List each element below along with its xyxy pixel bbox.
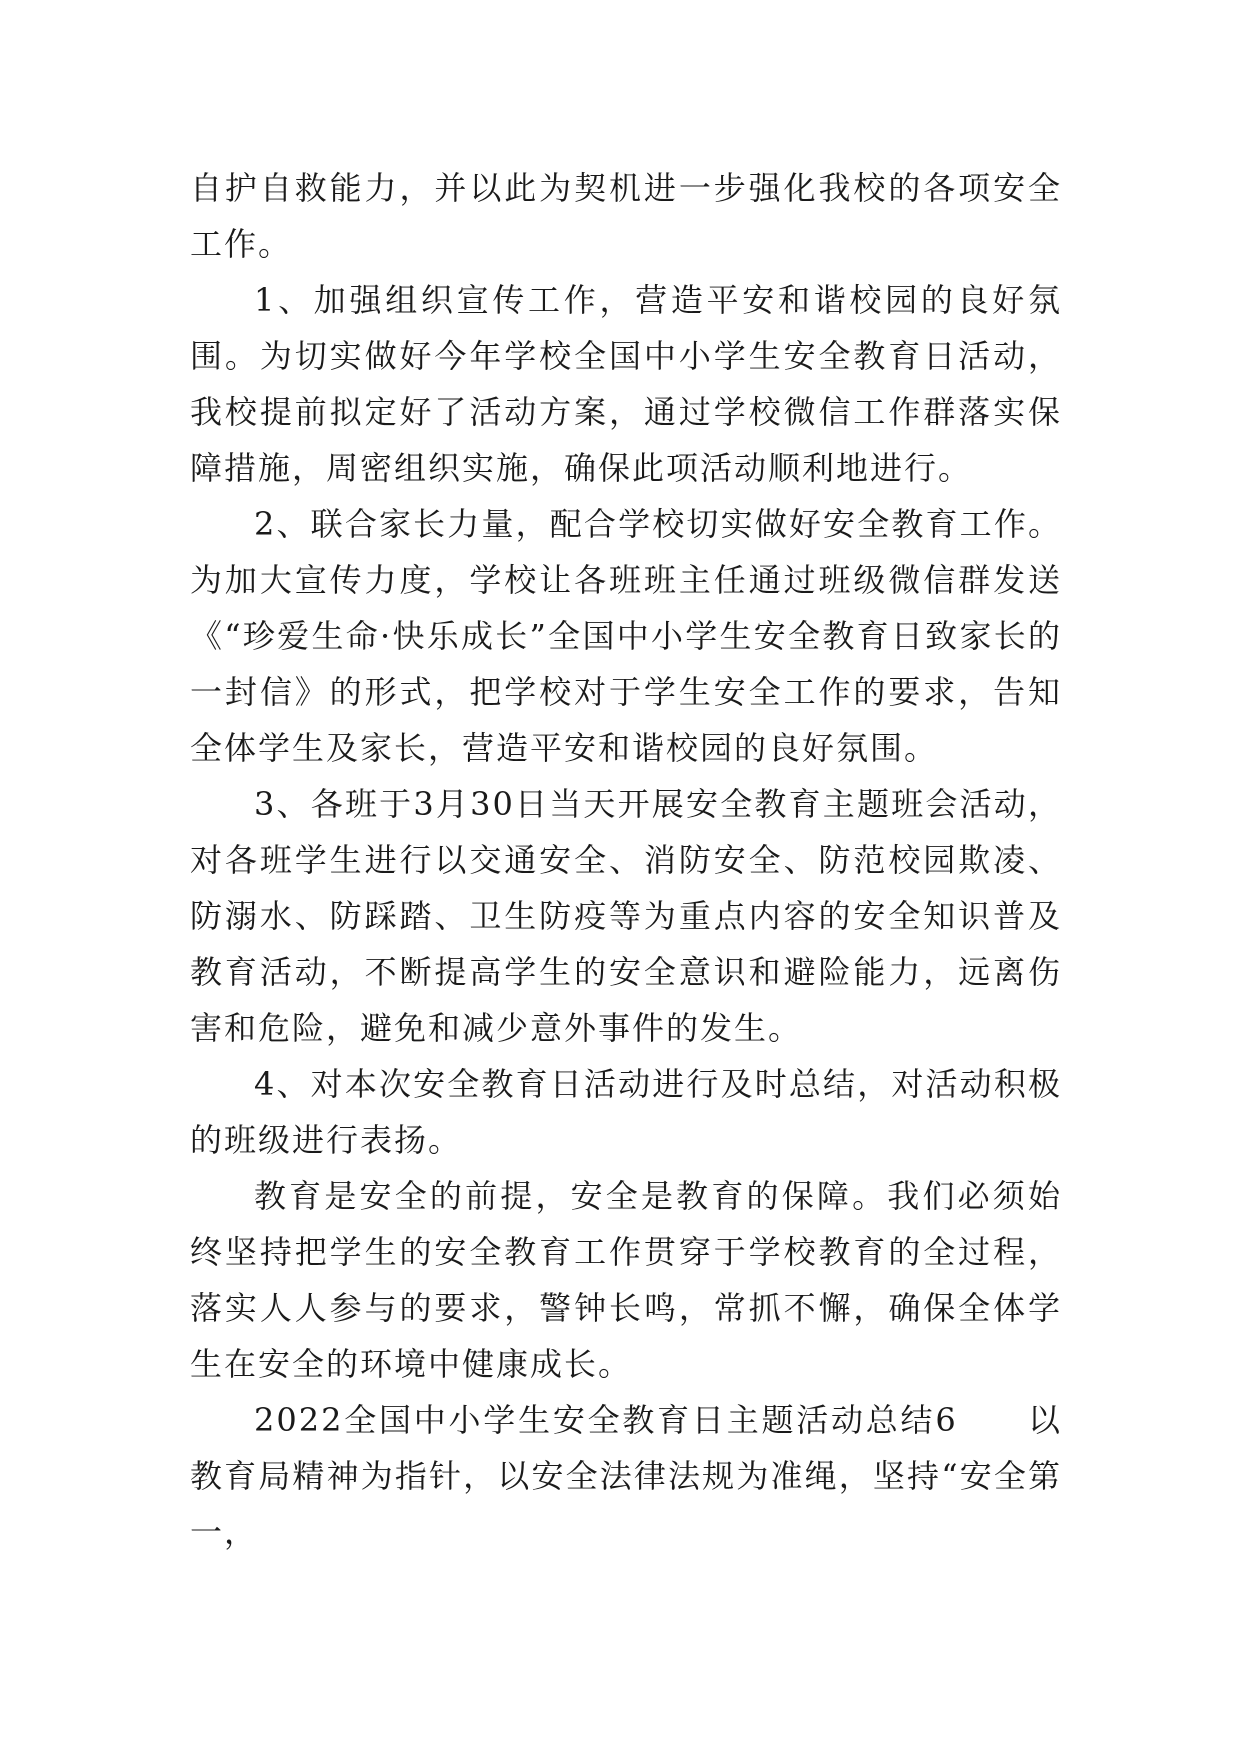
paragraph-continuation: 自护自救能力，并以此为契机进一步强化我校的各项安全工作。 — [190, 169, 1062, 263]
document-body — [190, 160, 1062, 1560]
paragraph-conclusion: 教育是安全的前提，安全是教育的保障。我们必须始终坚持把学生的安全教育工作贯穿于学校教育的全过程，落实人人参与的要求，警钟长鸣，常抓不懈，确保全体学生在安全的环境中健康成长。 — [190, 1177, 1062, 1383]
paragraph-item-3: 3、各班于3月30日当天开展安全教育主题班会活动，对各班学生进行以交通安全、消防安全、防范校园欺凌、防溺水、防踩踏、卫生防疫等为重点内容的安全知识普及教育活动，不断提高学生的安全意识和避险能力，远离伤害和危险，避免和减少意外事件的发生。 — [190, 785, 1062, 1047]
paragraph-next-section: 2022全国中小学生安全教育日主题活动总结6 以教育局精神为指针，以安全法律法规为准绳，坚持“安全第一， — [190, 1401, 1062, 1551]
paragraph-item-4: 4、对本次安全教育日活动进行及时总结，对活动积极的班级进行表扬。 — [190, 1065, 1062, 1159]
paragraph-item-2: 2、联合家长力量，配合学校切实做好安全教育工作。为加大宣传力度，学校让各班班主任通过班级微信群发送《“珍爱生命·快乐成长”全国中小学生安全教育日致家长的一封信》的形式，把学校对于学生安全工作的要求，告知全体学生及家长，营造平安和谐校园的良好氛围。 — [190, 505, 1062, 767]
paragraph-item-1: 1、加强组织宣传工作，营造平安和谐校园的良好氛围。为切实做好今年学校全国中小学生安全教育日活动，我校提前拟定好了活动方案，通过学校微信工作群落实保障措施，周密组织实施，确保此项活动顺利地进行。 — [190, 281, 1062, 487]
